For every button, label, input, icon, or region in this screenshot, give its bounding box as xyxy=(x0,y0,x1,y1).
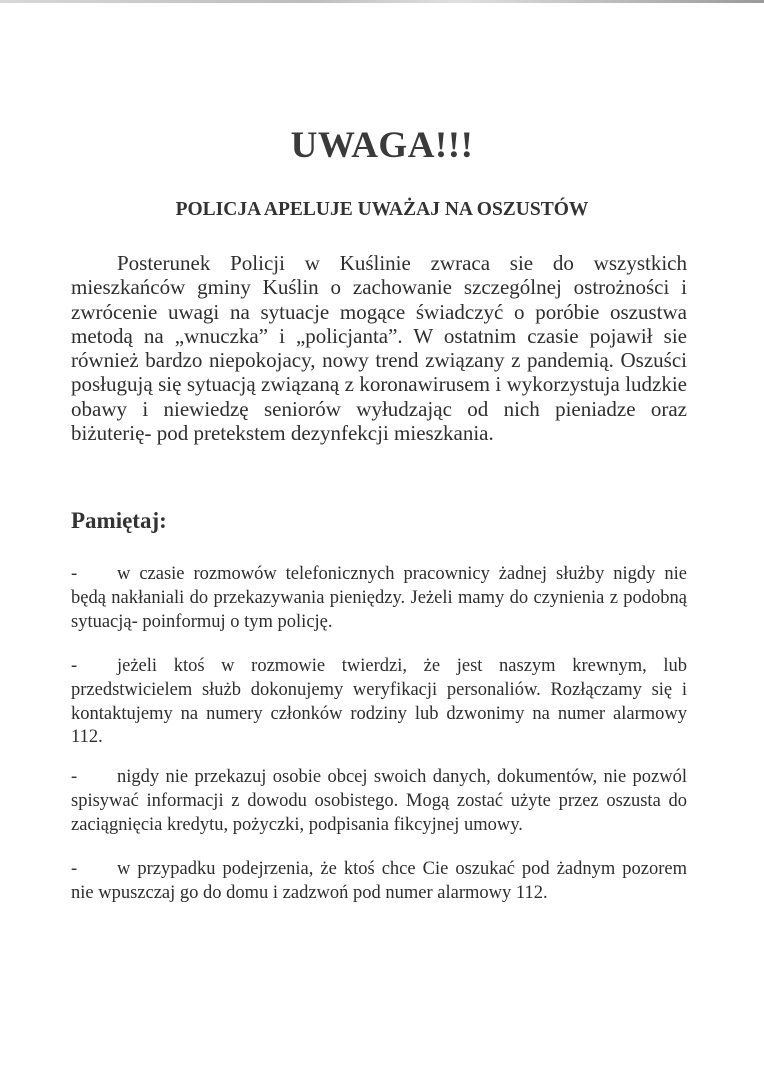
list-item xyxy=(71,766,687,837)
bullet-dash: - xyxy=(71,767,78,787)
intro-paragraph: Posterunek Policji w Kuślinie zwraca sie do wszystkich mieszkańców gminy Kuślin o zachowanie szczególnej ostrożności i zwrócenie uwagi na sytuacje mogące świadczyć o poróbie oszustwa metodą na „wnuczka” i „policjanta”. W ostatnim czasie pojawił sie również bardzo niepokojacy, nowy trend związany z pandemią. Oszuści posługują się sytuacją związaną z koronawirusem i wykorzystuja ludzkie obawy i niewiedzę seniorów wyłudzając od nich pieniadze oraz biżuterię- pod pretekstem dezynfekcji mieszkania. xyxy=(71,251,687,446)
list-item xyxy=(71,655,687,750)
list-item xyxy=(71,858,687,906)
bullet-dash: - xyxy=(71,859,78,879)
remember-heading: Pamiętaj: xyxy=(71,508,167,533)
list-item-text: jeżeli ktoś w rozmowie twierdzi, że jest naszym krewnym, lub przedstwicielem służb dokonujemy weryfikacji personaliów. Rozłączamy się i kontaktujemy na numery członków rodziny lub dzwonimy na numer alarmowy 112. xyxy=(71,656,687,748)
list-item xyxy=(71,563,687,634)
document-subtitle: POLICJA APELUJE UWAŻAJ NA OSZUSTÓW xyxy=(175,199,589,220)
bullet-dash: - xyxy=(71,656,78,676)
list-item-text: w czasie rozmowów telefonicznych pracownicy żadnej służby nigdy nie będą nakłaniali do przekazywania pieniędzy. Jeżeli mamy do czynienia z podobną sytuacją- poinformuj o tym policję. xyxy=(71,564,687,632)
document-title: UWAGA!!! xyxy=(290,125,474,166)
list-item-text: w przypadku podejrzenia, że ktoś chce Cie oszukać pod żadnym pozorem nie wpuszczaj go do domu i zadzwoń pod numer alarmowy 112. xyxy=(71,859,687,903)
bullet-dash: - xyxy=(71,564,78,584)
scan-edge xyxy=(0,0,764,3)
list-item-text: nigdy nie przekazuj osobie obcej swoich danych, dokumentów, nie pozwól spisywać informacji z dowodu osobistego. Mogą zostać użyte przez oszusta do zaciągnięcia kredytu, pożyczki, podpisania fikcyjnej umowy. xyxy=(71,767,687,835)
